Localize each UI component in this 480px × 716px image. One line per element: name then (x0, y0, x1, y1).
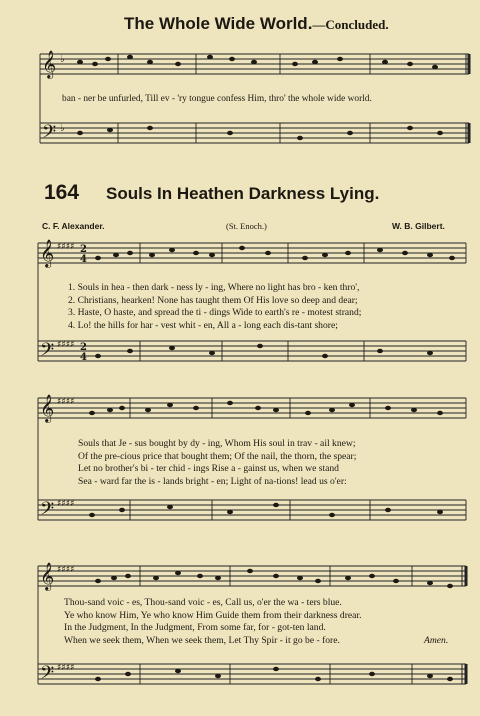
svg-text:𝄞: 𝄞 (40, 562, 55, 590)
lyric-line: 2. Christians, hearken! None has taught them Of His love so deep and dear; (68, 294, 358, 306)
svg-text:♯♯♯♯: ♯♯♯♯ (57, 499, 75, 509)
svg-text:♯♯♯♯: ♯♯♯♯ (57, 663, 75, 673)
top-lyric-line: ban - ner be unfurled, Till ev - 'ry tongue confess Him, thro' the whole wide world. (62, 94, 372, 104)
lyric-line: Sea - ward far the is - lands bright - en; Light of na-tions! lead us o'er: (78, 475, 347, 487)
hymn-composer: W. B. Gilbert. (392, 221, 445, 231)
svg-text:♯♯♯♯: ♯♯♯♯ (57, 242, 75, 252)
page-subtitle: —Concluded. (312, 17, 389, 32)
page-title: The Whole Wide World. (124, 14, 313, 33)
svg-text:4: 4 (80, 352, 87, 363)
lyric-line: 1. Souls in hea - then dark - ness ly - ing, Where no light has bro - ken thro', (68, 282, 360, 293)
svg-text:𝄢: 𝄢 (42, 122, 57, 147)
hymn-title: Souls In Heathen Darkness Lying. (106, 184, 380, 203)
svg-text:𝄢: 𝄢 (40, 340, 55, 365)
lyric-line: Let no brother's bi - ter chid - ings Rise a - gainst us, when we stand (78, 463, 339, 475)
svg-text:𝄢: 𝄢 (40, 499, 55, 524)
lyric-line: 3. Haste, O haste, and spread the ti - dings Wide to earth's re - motest strand; (68, 307, 362, 319)
hymn-author: C. F. Alexander. (42, 221, 105, 231)
svg-text:♯♯♯♯: ♯♯♯♯ (57, 565, 75, 575)
lyric-line: Souls that Je - sus bought by dy - ing, Whom His soul in trav - ail knew; (78, 438, 356, 449)
lyric-line: Thou-sand voic - es, Thou-sand voic - es, Call us, o'er the wa - ters blue. (64, 597, 342, 608)
svg-text:♯♯♯♯: ♯♯♯♯ (57, 397, 75, 407)
system-3-lyrics (64, 597, 361, 647)
hymn-tune: (St. Enoch.) (226, 221, 267, 231)
svg-text:♭: ♭ (60, 123, 65, 134)
svg-text:2: 2 (80, 342, 87, 353)
lyric-line: In the Judgment, In the Judgment, From some far, for - got-ten land. (64, 622, 326, 634)
svg-text:♯♯♯♯: ♯♯♯♯ (57, 340, 75, 350)
svg-text:𝄞: 𝄞 (40, 394, 55, 422)
svg-text:𝄞: 𝄞 (40, 239, 55, 267)
svg-text:2: 2 (80, 244, 87, 255)
lyric-line: Of the pre-cious price that bought them; Of the nail, the thorn, the spear; (78, 450, 357, 462)
lyric-line: 4. Lo! the hills for har - vest whit - en, All a - long each dis-tant shore; (68, 319, 338, 331)
svg-text:𝄢: 𝄢 (40, 663, 55, 688)
hymn-number: 164 (44, 181, 80, 204)
lyric-line: Ye who know Him, Ye who know Him Guide them from their darkness drear. (64, 609, 362, 621)
svg-text:𝄞: 𝄞 (42, 50, 57, 78)
lyric-line: When we seek them, When we seek them, Let Thy Spir - it go be - fore. (64, 634, 340, 646)
svg-text:4: 4 (80, 254, 87, 265)
svg-text:♭: ♭ (60, 54, 65, 65)
amen-label: Amen. (424, 635, 449, 646)
